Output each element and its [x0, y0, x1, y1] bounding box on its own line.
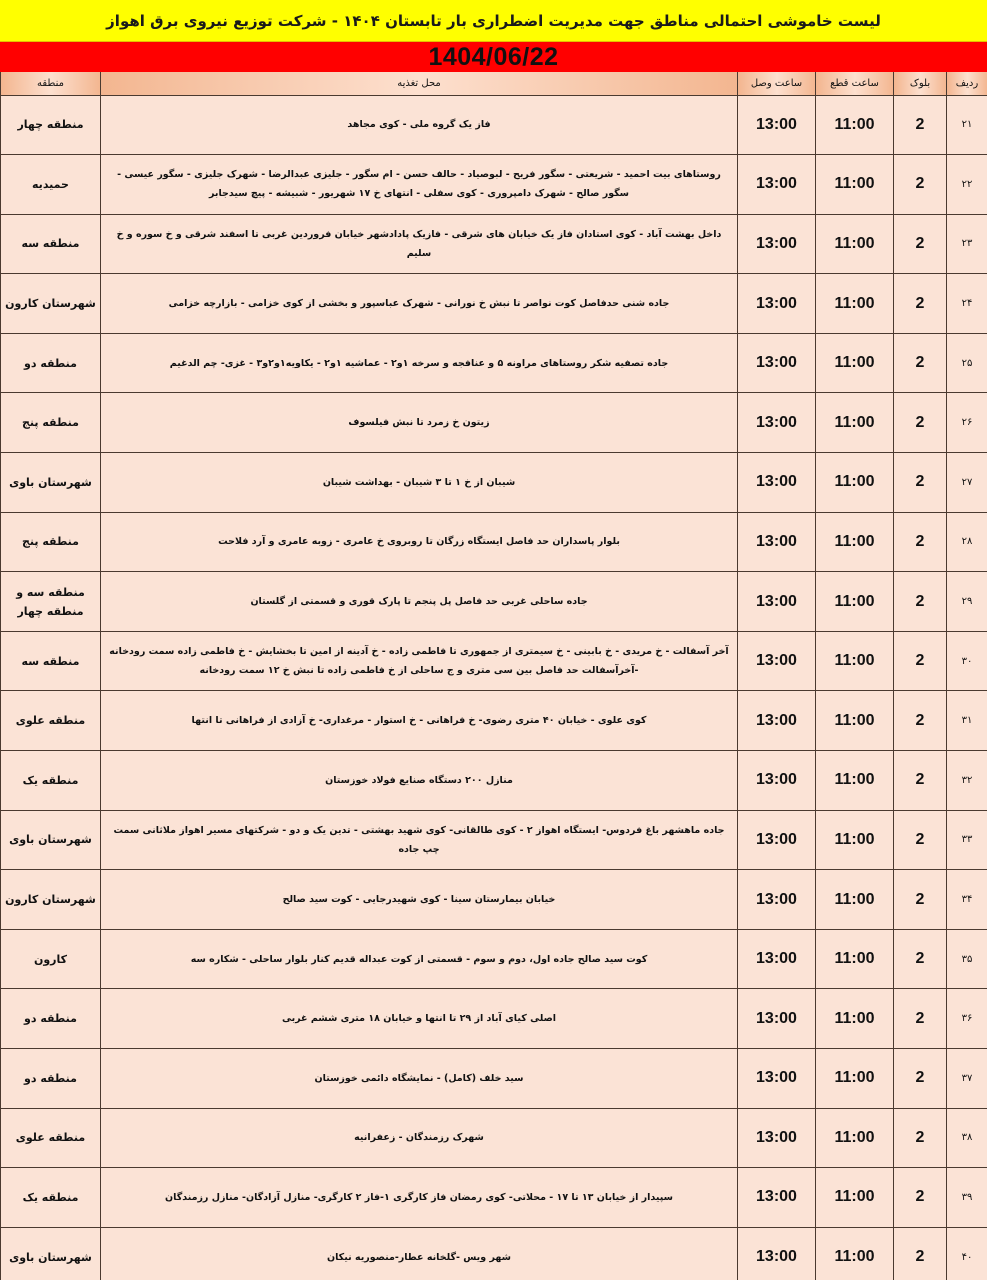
reconnect-time-cell: 13:00: [738, 214, 816, 274]
row-number-cell: ۳۱: [947, 691, 987, 751]
region-cell: شهرستان باوی: [1, 810, 101, 870]
cut-time-cell: 11:00: [816, 393, 894, 453]
cut-time-cell: 11:00: [816, 810, 894, 870]
feed-location-cell: بلوار پاسداران حد فاصل ایستگاه زرگان تا روبروی خ عامری - زوبه عامری و آرد فلاحت: [101, 512, 738, 572]
feed-location-cell: منازل ۲۰۰ دستگاه صنایع فولاد خوزستان: [101, 751, 738, 811]
row-number-cell: ۲۹: [947, 572, 987, 632]
region-cell: منطقه علوی: [1, 691, 101, 751]
table-header-row: [1, 72, 987, 95]
block-cell: 2: [894, 751, 947, 811]
cut-time-cell: 11:00: [816, 870, 894, 930]
block-cell: 2: [894, 631, 947, 691]
feed-location-cell: جاده شنی حدفاصل کوت نواصر تا نبش خ نورانی - شهرک عباسپور و بخشی از کوی خزامی - بازارچه خزامی: [101, 274, 738, 334]
block-cell: 2: [894, 1108, 947, 1168]
table-row: [1, 214, 987, 274]
header-region: منطقه: [1, 72, 101, 95]
cut-time-cell: 11:00: [816, 1108, 894, 1168]
row-number-cell: ۲۱: [947, 95, 987, 155]
region-cell: منطقه سه: [1, 631, 101, 691]
region-cell: شهرستان کارون: [1, 870, 101, 930]
block-cell: 2: [894, 870, 947, 930]
table-row: [1, 1049, 987, 1109]
block-cell: 2: [894, 1049, 947, 1109]
cut-time-cell: 11:00: [816, 95, 894, 155]
reconnect-time-cell: 13:00: [738, 393, 816, 453]
reconnect-time-cell: 13:00: [738, 333, 816, 393]
region-cell: حمیدیه: [1, 155, 101, 215]
reconnect-time-cell: 13:00: [738, 751, 816, 811]
block-cell: 2: [894, 572, 947, 632]
feed-location-cell: آخر آسفالت - خ مریدی - خ بابینی - خ سیمتری از جمهوری تا فاطمی زاده - خ آدینه از امین تا بخشایش - خ فاطمی زاده سمت رودخانه -آخرآسفالت حد فاصل بین سی متری و ج ساحلی از خ فاطمی زاده تا نبش خ ۱۲ سمت رودخانه: [101, 631, 738, 691]
reconnect-time-cell: 13:00: [738, 1108, 816, 1168]
header-feed-location: محل تغذیه: [101, 72, 738, 95]
cut-time-cell: 11:00: [816, 929, 894, 989]
table-row: [1, 512, 987, 572]
row-number-cell: ۳۷: [947, 1049, 987, 1109]
block-cell: 2: [894, 810, 947, 870]
table-row: [1, 393, 987, 453]
block-cell: 2: [894, 989, 947, 1049]
region-cell: منطقه چهار: [1, 95, 101, 155]
block-cell: 2: [894, 453, 947, 513]
table-row: [1, 631, 987, 691]
outage-schedule-table: [0, 72, 987, 1280]
block-cell: 2: [894, 1168, 947, 1228]
feed-location-cell: جاده تصفیه شکر روستاهای مراونه ۵ و عنافجه و سرخه ۱و۲ - عماشیه ۱و۲ - یکاویه۱و۲و۳ - غزی- چم الدغیم: [101, 333, 738, 393]
table-row: [1, 1227, 987, 1280]
row-number-cell: ۳۸: [947, 1108, 987, 1168]
region-cell: منطقه دو: [1, 333, 101, 393]
row-number-cell: ۲۶: [947, 393, 987, 453]
header-row-number: ردیف: [947, 72, 987, 95]
header-reconnect-time: ساعت وصل: [738, 72, 816, 95]
block-cell: 2: [894, 512, 947, 572]
feed-location-cell: کوی علوی - خیابان ۴۰ متری رضوی- خ فراهانی - خ استوار - مرغداری- خ آزادی از فراهانی تا انتها: [101, 691, 738, 751]
row-number-cell: ۲۴: [947, 274, 987, 334]
reconnect-time-cell: 13:00: [738, 95, 816, 155]
table-row: [1, 333, 987, 393]
title-banner: [0, 0, 987, 41]
schedule-date: 1404/06/22: [428, 42, 559, 71]
region-cell: منطقه دو: [1, 989, 101, 1049]
row-number-cell: ۲۸: [947, 512, 987, 572]
feed-location-cell: شهرک رزمندگان - زعفرانیه: [101, 1108, 738, 1168]
block-cell: 2: [894, 393, 947, 453]
reconnect-time-cell: 13:00: [738, 691, 816, 751]
header-cut-time: ساعت قطع: [816, 72, 894, 95]
block-cell: 2: [894, 155, 947, 215]
row-number-cell: ۲۳: [947, 214, 987, 274]
table-row: [1, 453, 987, 513]
region-cell: شهرستان باوی: [1, 1227, 101, 1280]
region-cell: منطقه پنج: [1, 393, 101, 453]
cut-time-cell: 11:00: [816, 333, 894, 393]
table-row: [1, 95, 987, 155]
table-row: [1, 870, 987, 930]
table-row: [1, 989, 987, 1049]
block-cell: 2: [894, 274, 947, 334]
feed-location-cell: داخل بهشت آباد - کوی استادان فاز یک خیابان های شرقی - فازیک پادادشهر خیابان فروردین غربی تا اسفند شرقی و خ سوره و خ سلیم: [101, 214, 738, 274]
table-row: [1, 691, 987, 751]
region-cell: منطقه علوی: [1, 1108, 101, 1168]
cut-time-cell: 11:00: [816, 1168, 894, 1228]
reconnect-time-cell: 13:00: [738, 572, 816, 632]
cut-time-cell: 11:00: [816, 274, 894, 334]
cut-time-cell: 11:00: [816, 1049, 894, 1109]
block-cell: 2: [894, 691, 947, 751]
cut-time-cell: 11:00: [816, 989, 894, 1049]
cut-time-cell: 11:00: [816, 1227, 894, 1280]
row-number-cell: ۲۷: [947, 453, 987, 513]
reconnect-time-cell: 13:00: [738, 1049, 816, 1109]
feed-location-cell: خیابان بیمارستان سینا - کوی شهیدرجایی - کوت سید صالح: [101, 870, 738, 930]
region-cell: منطقه سه: [1, 214, 101, 274]
cut-time-cell: 11:00: [816, 453, 894, 513]
region-cell: منطقه یک: [1, 1168, 101, 1228]
reconnect-time-cell: 13:00: [738, 1168, 816, 1228]
region-cell: منطقه پنج: [1, 512, 101, 572]
reconnect-time-cell: 13:00: [738, 453, 816, 513]
row-number-cell: ۳۲: [947, 751, 987, 811]
cut-time-cell: 11:00: [816, 214, 894, 274]
cut-time-cell: 11:00: [816, 155, 894, 215]
feed-location-cell: زیتون خ زمرد تا نبش فیلسوف: [101, 393, 738, 453]
table-row: [1, 1168, 987, 1228]
table-row: [1, 572, 987, 632]
reconnect-time-cell: 13:00: [738, 512, 816, 572]
reconnect-time-cell: 13:00: [738, 274, 816, 334]
block-cell: 2: [894, 1227, 947, 1280]
region-cell: کارون: [1, 929, 101, 989]
region-cell: منطقه دو: [1, 1049, 101, 1109]
cut-time-cell: 11:00: [816, 572, 894, 632]
table-row: [1, 1108, 987, 1168]
row-number-cell: ۴۰: [947, 1227, 987, 1280]
region-cell: منطقه سه و منطقه چهار: [1, 572, 101, 632]
reconnect-time-cell: 13:00: [738, 870, 816, 930]
region-cell: منطقه یک: [1, 751, 101, 811]
region-cell: شهرستان کارون: [1, 274, 101, 334]
row-number-cell: ۳۰: [947, 631, 987, 691]
reconnect-time-cell: 13:00: [738, 155, 816, 215]
block-cell: 2: [894, 333, 947, 393]
date-banner: [0, 41, 987, 72]
reconnect-time-cell: 13:00: [738, 631, 816, 691]
feed-location-cell: فاز یک گروه ملی - کوی مجاهد: [101, 95, 738, 155]
table-row: [1, 929, 987, 989]
cut-time-cell: 11:00: [816, 751, 894, 811]
row-number-cell: ۳۵: [947, 929, 987, 989]
row-number-cell: ۲۲: [947, 155, 987, 215]
feed-location-cell: شیبان از خ ۱ تا ۳ شیبان - بهداشت شیبان: [101, 453, 738, 513]
header-block: بلوک: [894, 72, 947, 95]
reconnect-time-cell: 13:00: [738, 989, 816, 1049]
feed-location-cell: اصلی کیای آباد از ۲۹ تا انتها و خیابان ۱۸ متری ششم غربی: [101, 989, 738, 1049]
block-cell: 2: [894, 214, 947, 274]
feed-location-cell: جاده ماهشهر باغ فردوس- ایستگاه اهواز ۲ - کوی طالقانی- کوی شهید بهشتی - تدین یک و دو - شرکتهای مسیر اهواز ملاثانی سمت چپ جاده: [101, 810, 738, 870]
table-row: [1, 810, 987, 870]
row-number-cell: ۳۹: [947, 1168, 987, 1228]
feed-location-cell: جاده ساحلی غربی حد فاصل پل پنجم تا پارک قوری و قسمتی از گلستان: [101, 572, 738, 632]
reconnect-time-cell: 13:00: [738, 810, 816, 870]
block-cell: 2: [894, 929, 947, 989]
block-cell: 2: [894, 95, 947, 155]
cut-time-cell: 11:00: [816, 691, 894, 751]
cut-time-cell: 11:00: [816, 631, 894, 691]
row-number-cell: ۳۳: [947, 810, 987, 870]
feed-location-cell: سید خلف (کامل) - نمایشگاه دائمی خوزستان: [101, 1049, 738, 1109]
row-number-cell: ۳۴: [947, 870, 987, 930]
row-number-cell: ۲۵: [947, 333, 987, 393]
feed-location-cell: روستاهای بیت احمید - شریعتی - سگور فریح - لبوصیاد - حالف حسن - ام سگور - جلیزی عبدالرضا - شهرک جلیزی - سگور عیسی - سگور صالح - شهرک دامپروری - کوی سفلی - انتهای خ ۱۷ شهریور - شبیشه - پیچ سیدجابر: [101, 155, 738, 215]
reconnect-time-cell: 13:00: [738, 929, 816, 989]
feed-location-cell: سپیدار از خیابان ۱۳ تا ۱۷ - محلاتی- کوی رمضان فاز کارگری ۱-فاز ۲ کارگری- منازل آزادگان- منازل رزمندگان: [101, 1168, 738, 1228]
table-row: [1, 155, 987, 215]
feed-location-cell: کوت سید صالح جاده اول، دوم و سوم - قسمتی از کوت عبداله قدیم کنار بلوار ساحلی - شکاره سه: [101, 929, 738, 989]
cut-time-cell: 11:00: [816, 512, 894, 572]
table-row: [1, 751, 987, 811]
table-row: [1, 274, 987, 334]
reconnect-time-cell: 13:00: [738, 1227, 816, 1280]
page-title: لیست خاموشی احتمالی مناطق جهت مدیریت اضطراری بار تابستان ۱۴۰۴ - شرکت توزیع نیروی برق اهواز: [106, 11, 881, 30]
row-number-cell: ۳۶: [947, 989, 987, 1049]
region-cell: شهرستان باوی: [1, 453, 101, 513]
feed-location-cell: شهر ویس -گلخانه عطار-منصوریه نیکان: [101, 1227, 738, 1280]
